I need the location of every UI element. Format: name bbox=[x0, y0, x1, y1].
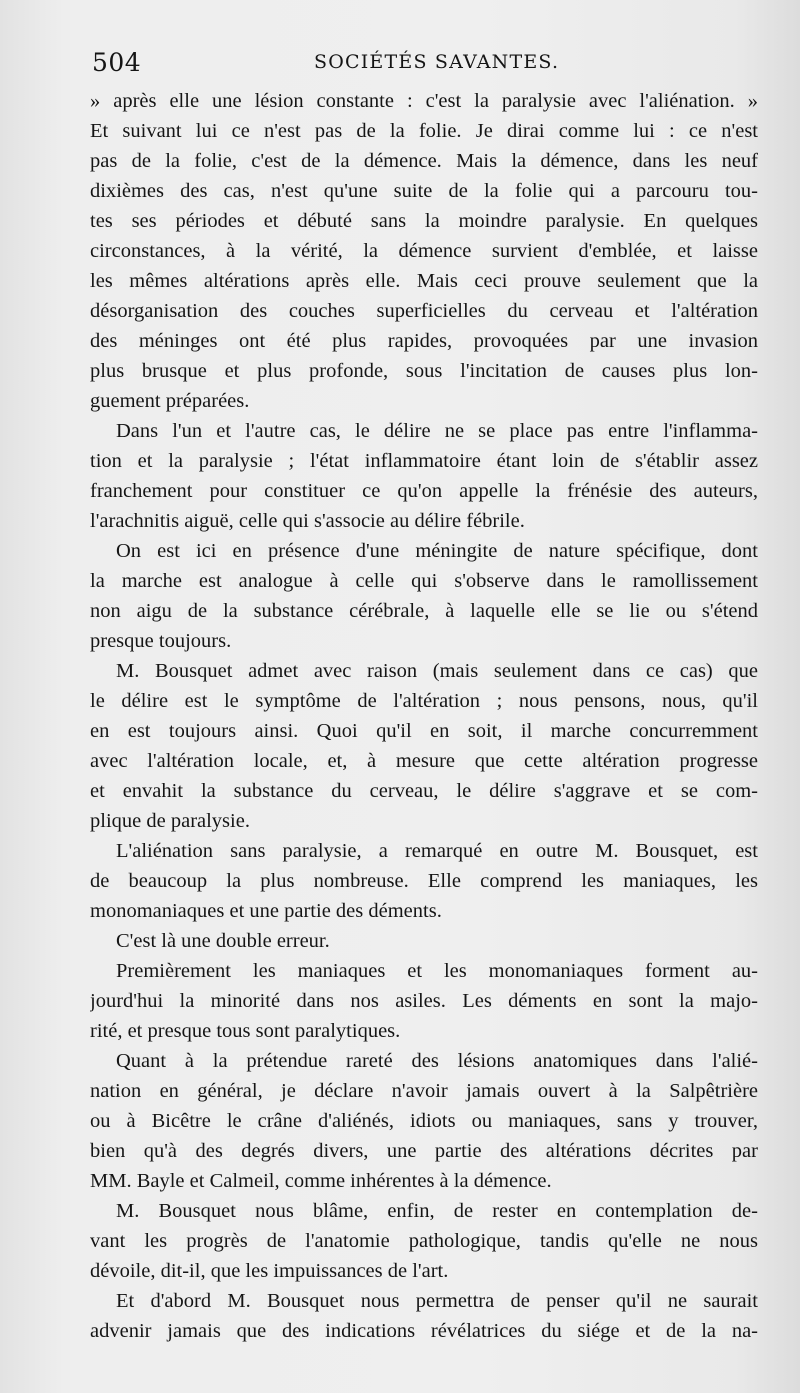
running-title: SOCIÉTÉS SAVANTES. bbox=[314, 51, 560, 73]
text-line: M. Bousquet nous blâme, enfin, de rester en contemplation de- bbox=[116, 1200, 758, 1222]
text-line: en est toujours ainsi. Quoi qu'il en soit, il marche concurremment bbox=[90, 720, 758, 742]
text-line: C'est là une double erreur. bbox=[116, 930, 330, 952]
text-line: Et suivant lui ce n'est pas de la folie. Je dirai comme lui : ce n'est bbox=[90, 120, 758, 142]
text-line: tion et la paralysie ; l'état inflammatoire étant loin de s'établir assez bbox=[90, 450, 758, 472]
text-line: désorganisation des couches superficielles du cerveau et l'altération bbox=[90, 300, 758, 322]
text-line: vant les progrès de l'anatomie pathologique, tandis qu'elle ne nous bbox=[90, 1230, 758, 1252]
text-line: circonstances, à la vérité, la démence survient d'emblée, et laisse bbox=[90, 240, 758, 262]
text-line: presque toujours. bbox=[90, 630, 232, 652]
text-line: nation en général, je déclare n'avoir jamais ouvert à la Salpêtrière bbox=[90, 1080, 758, 1102]
text-line: MM. Bayle et Calmeil, comme inhérentes à la démence. bbox=[90, 1170, 552, 1192]
text-line: plus brusque et plus profonde, sous l'incitation de causes plus lon- bbox=[90, 360, 758, 382]
text-line: Et d'abord M. Bousquet nous permettra de penser qu'il ne saurait bbox=[116, 1290, 758, 1312]
text-line: le délire est le symptôme de l'altération ; nous pensons, nous, qu'il bbox=[90, 690, 758, 712]
text-line: de beaucoup la plus nombreuse. Elle comprend les maniaques, les bbox=[90, 870, 758, 892]
text-line: advenir jamais que des indications révélatrices du siége et de la na- bbox=[90, 1320, 758, 1342]
page-header bbox=[92, 46, 760, 82]
text-line: dixièmes des cas, n'est qu'une suite de la folie qui a parcouru tou- bbox=[90, 180, 758, 202]
text-line: plique de paralysie. bbox=[90, 810, 250, 832]
text-line: » après elle une lésion constante : c'est la paralysie avec l'aliénation. » bbox=[90, 90, 758, 112]
body-text bbox=[90, 86, 758, 1346]
text-line: L'aliénation sans paralysie, a remarqué en outre M. Bousquet, est bbox=[116, 840, 758, 862]
text-line: tes ses périodes et débuté sans la moindre paralysie. En quelques bbox=[90, 210, 758, 232]
text-line: Dans l'un et l'autre cas, le délire ne se place pas entre l'inflamma- bbox=[116, 420, 758, 442]
text-line: franchement pour constituer ce qu'on appelle la frénésie des auteurs, bbox=[90, 480, 758, 502]
text-line: dévoile, dit-il, que les impuissances de l'art. bbox=[90, 1260, 449, 1282]
text-line: pas de la folie, c'est de la démence. Mais la démence, dans les neuf bbox=[90, 150, 758, 172]
text-line: l'arachnitis aiguë, celle qui s'associe au délire fébrile. bbox=[90, 510, 525, 532]
text-line: Premièrement les maniaques et les monomaniaques forment au- bbox=[116, 960, 758, 982]
text-line: rité, et presque tous sont paralytiques. bbox=[90, 1020, 401, 1042]
text-line: la marche est analogue à celle qui s'observe dans le ramollissement bbox=[90, 570, 758, 592]
text-line: guement préparées. bbox=[90, 390, 250, 412]
text-line: avec l'altération locale, et, à mesure que cette altération progresse bbox=[90, 750, 758, 772]
text-line: Quant à la prétendue rareté des lésions anatomiques dans l'alié- bbox=[116, 1050, 758, 1072]
page-number: 504 bbox=[92, 48, 142, 77]
text-line: monomaniaques et une partie des déments. bbox=[90, 900, 442, 922]
text-line: et envahit la substance du cerveau, le délire s'aggrave et se com- bbox=[90, 780, 758, 802]
text-line: ou à Bicêtre le crâne d'aliénés, idiots ou maniaques, sans y trouver, bbox=[90, 1110, 758, 1132]
text-line: non aigu de la substance cérébrale, à laquelle elle se lie ou s'étend bbox=[90, 600, 758, 622]
text-line: jourd'hui la minorité dans nos asiles. Les déments en sont la majo- bbox=[90, 990, 758, 1012]
text-line: les mêmes altérations après elle. Mais ceci prouve seulement que la bbox=[90, 270, 758, 292]
text-line: M. Bousquet admet avec raison (mais seulement dans ce cas) que bbox=[116, 660, 758, 682]
text-line: On est ici en présence d'une méningite de nature spécifique, dont bbox=[116, 540, 758, 562]
text-line: bien qu'à des degrés divers, une partie des altérations décrites par bbox=[90, 1140, 758, 1162]
text-line: des méninges ont été plus rapides, provoquées par une invasion bbox=[90, 330, 758, 352]
